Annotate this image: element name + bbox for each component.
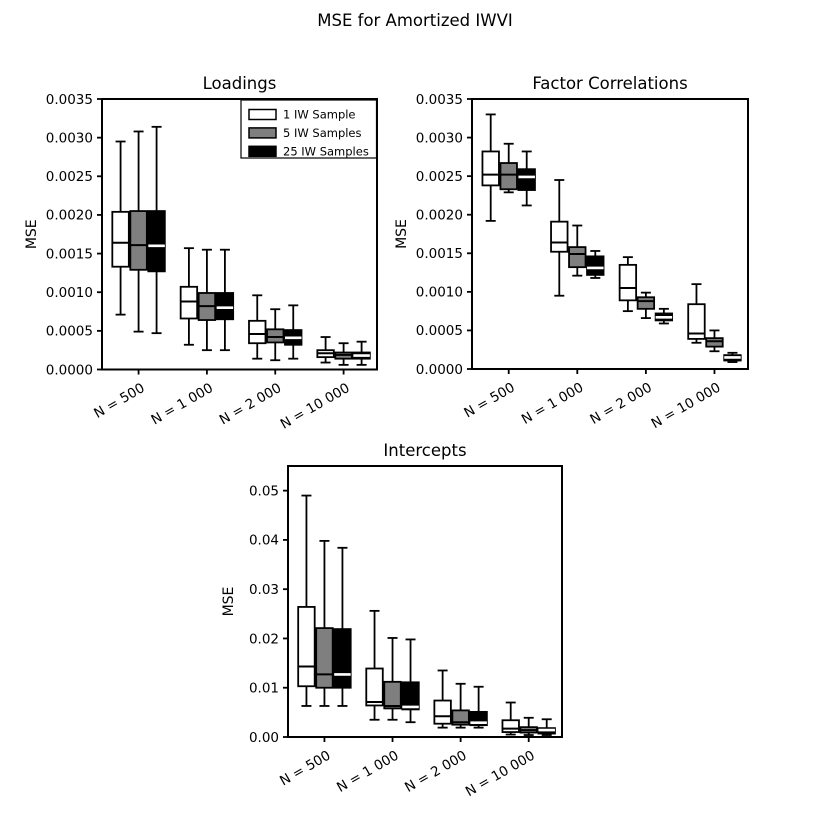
box (384, 638, 401, 720)
axes-frame (472, 99, 748, 369)
legend-swatch (249, 128, 276, 138)
x-tick-label: N = 1 000 (148, 380, 216, 429)
box (334, 548, 351, 706)
y-tick-label: 0.0005 (415, 323, 463, 340)
chart-title: Intercepts (383, 441, 467, 460)
x-tick-label: N = 1 000 (518, 379, 587, 428)
box (724, 353, 741, 362)
x-tick-label: N = 10 000 (277, 380, 353, 433)
box (656, 309, 673, 324)
figure-title: MSE for Amortized IWVI (317, 11, 513, 30)
legend-label: 5 IW Samples (283, 126, 362, 141)
y-tick-label: 0.0030 (45, 130, 93, 147)
box (706, 330, 723, 351)
box (482, 114, 499, 220)
box (587, 251, 604, 278)
y-tick-label: 0.0000 (45, 362, 93, 379)
box (434, 670, 451, 727)
box (620, 257, 637, 311)
legend-label: 1 IW Sample (283, 107, 356, 122)
box (298, 496, 315, 706)
y-tick-label: 0.05 (248, 483, 279, 500)
legend-swatch (249, 146, 276, 156)
y-tick-label: 0.02 (248, 631, 279, 648)
x-tick-label: N = 10 000 (648, 379, 724, 433)
y-tick-label: 0.0035 (45, 91, 93, 108)
axes-frame (288, 466, 562, 737)
chart-loadings (24, 74, 377, 433)
box (502, 703, 518, 735)
box (366, 611, 383, 720)
box (112, 142, 129, 315)
box (335, 343, 352, 365)
x-tick-label: N = 500 (91, 380, 148, 422)
box (638, 293, 655, 318)
box (199, 250, 216, 350)
box (285, 305, 302, 358)
box (181, 248, 198, 345)
chart-intercepts (221, 441, 562, 800)
x-tick-label: N = 2 000 (216, 380, 285, 429)
y-axis-label: MSE (394, 219, 410, 249)
y-tick-label: 0.00 (248, 729, 279, 746)
box (316, 541, 333, 706)
x-tick-label: N = 1 000 (334, 747, 402, 796)
y-tick-label: 0.0005 (45, 323, 93, 340)
y-tick-label: 0.0035 (415, 91, 463, 108)
box (249, 295, 266, 358)
y-tick-label: 0.0010 (415, 284, 463, 301)
y-tick-label: 0.01 (248, 680, 279, 697)
chart-factor-correlations (394, 74, 748, 432)
y-tick-label: 0.0020 (45, 207, 93, 224)
y-axis-label: MSE (24, 219, 40, 250)
legend-label: 25 IW Samples (283, 144, 369, 159)
x-tick-label: N = 2 000 (587, 379, 655, 428)
chart-title: Factor Correlations (532, 74, 688, 93)
x-tick-label: N = 500 (277, 747, 334, 790)
y-tick-label: 0.0020 (415, 207, 463, 224)
box (500, 144, 517, 193)
box (317, 337, 334, 363)
y-tick-label: 0.03 (248, 581, 279, 598)
box (569, 226, 586, 276)
y-tick-label: 0.04 (248, 532, 279, 549)
box (353, 342, 370, 365)
chart-title: Loadings (202, 74, 277, 93)
box (518, 151, 535, 205)
y-tick-label: 0.0025 (45, 169, 93, 186)
y-tick-label: 0.0010 (45, 285, 93, 302)
box (520, 718, 537, 735)
box (402, 639, 419, 722)
legend-swatch (249, 110, 276, 120)
legend (241, 100, 377, 159)
box (217, 250, 234, 350)
box (130, 131, 147, 331)
y-tick-label: 0.0000 (415, 361, 463, 378)
box (688, 284, 705, 343)
box (470, 687, 487, 728)
x-tick-label: N = 10 000 (462, 747, 538, 801)
y-axis-label: MSE (221, 586, 237, 617)
x-tick-label: N = 2 000 (402, 747, 470, 796)
box (452, 684, 469, 728)
y-tick-label: 0.0030 (415, 130, 463, 147)
box (538, 719, 555, 735)
box (267, 309, 284, 360)
y-tick-label: 0.0015 (415, 246, 463, 263)
y-tick-label: 0.0025 (415, 168, 463, 185)
box (551, 180, 568, 296)
box (148, 127, 165, 333)
y-tick-label: 0.0015 (45, 246, 93, 263)
x-tick-label: N = 500 (461, 379, 518, 422)
